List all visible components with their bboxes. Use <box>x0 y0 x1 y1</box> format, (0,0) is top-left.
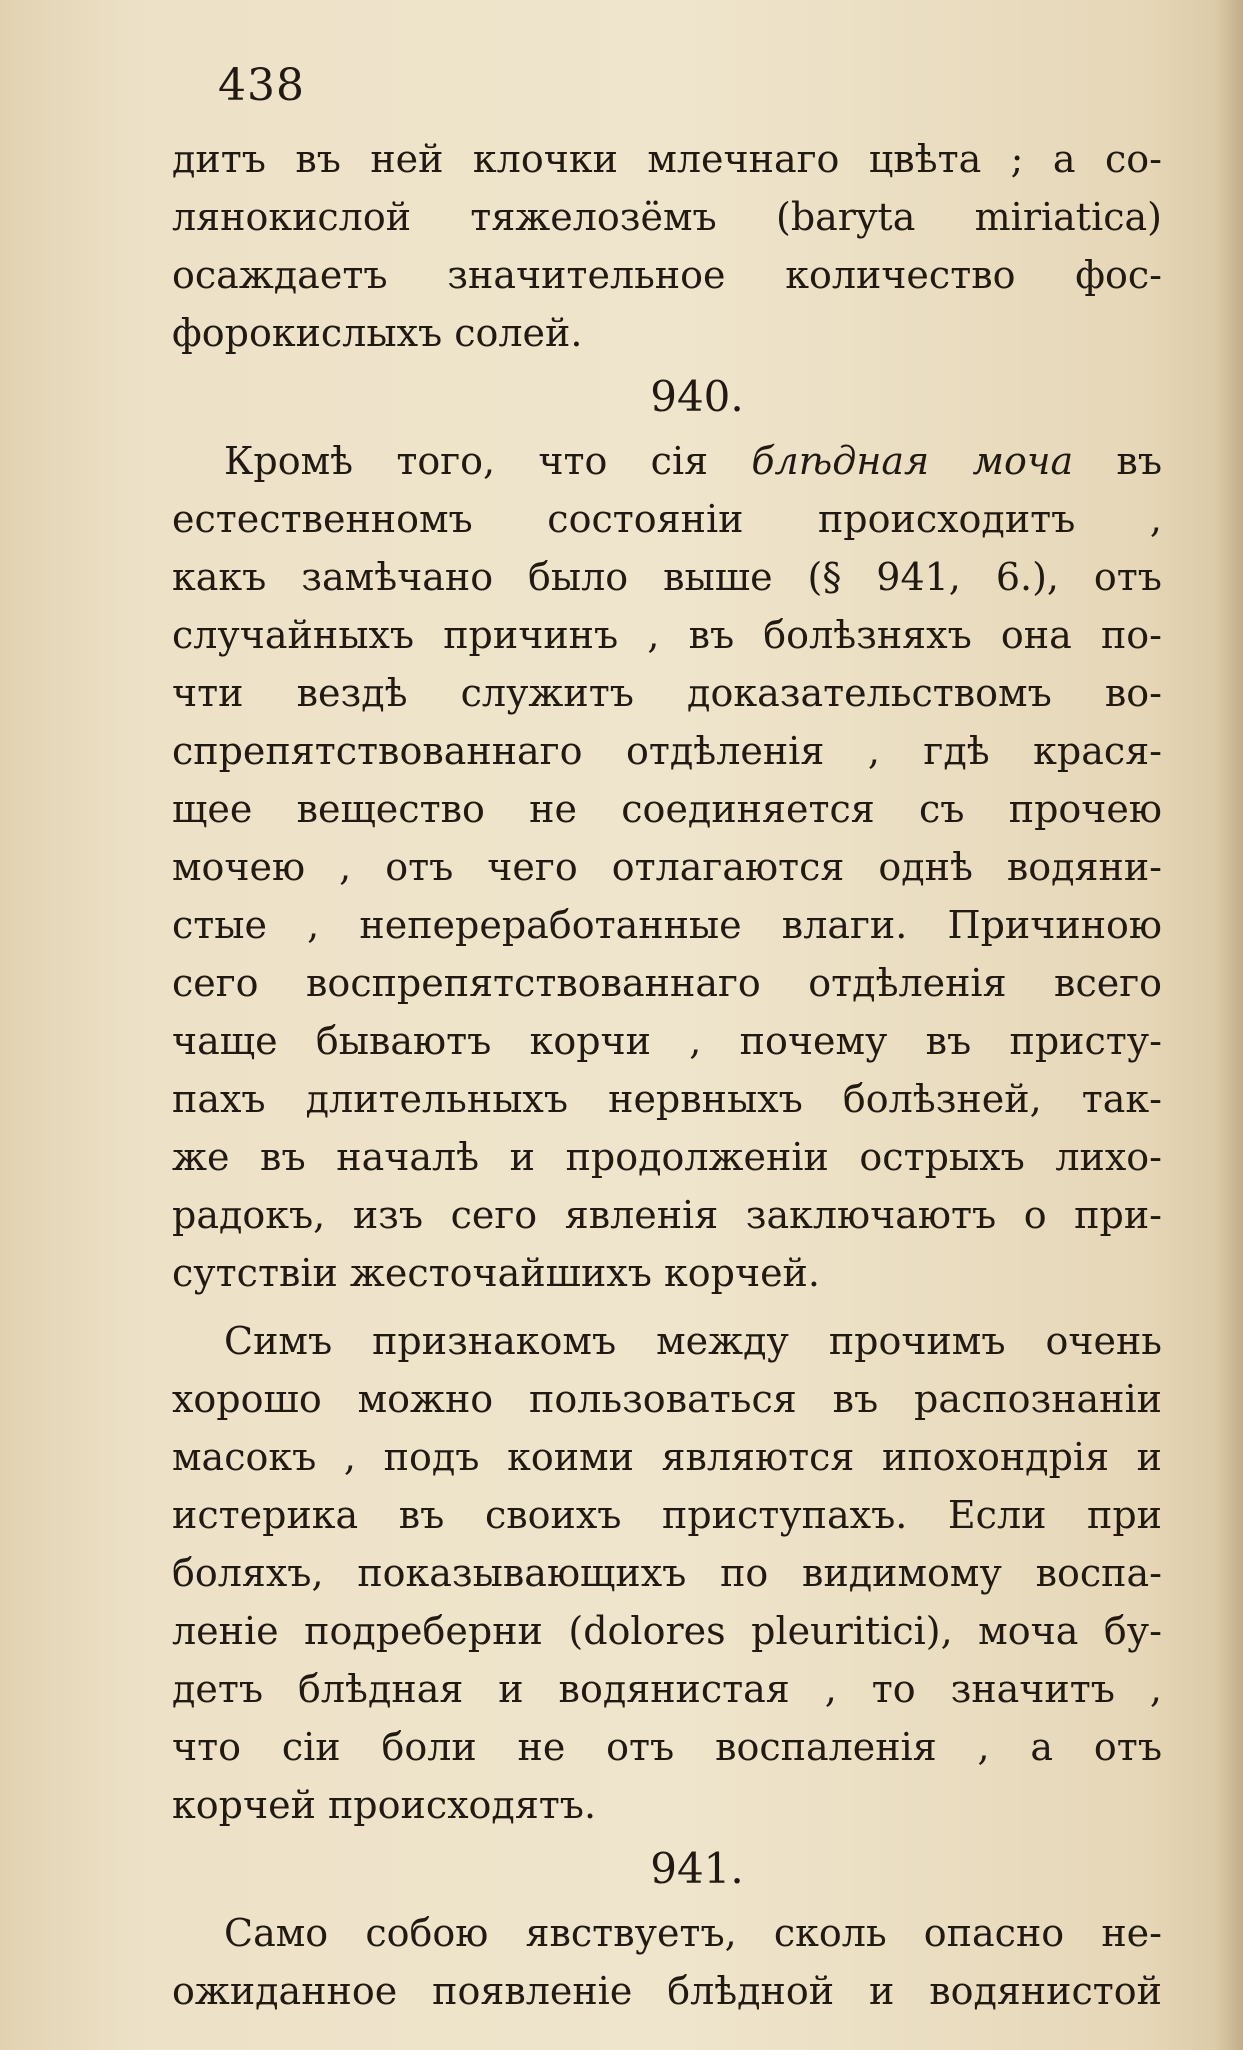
section-number-941: 941. <box>650 1844 744 1893</box>
text-line: чти вездѣ служитъ доказательствомъ во- <box>172 671 1162 715</box>
text-line: Симъ признакомъ между прочимъ очень <box>224 1319 1162 1363</box>
text-line: хорошо можно пользоваться въ распознаніи <box>172 1377 1162 1421</box>
text-line: ожиданное появленіе блѣдной и водянистой <box>172 1969 1162 2013</box>
text-line: же въ началѣ и продолженіи острыхъ лихо- <box>172 1135 1162 1179</box>
text-line: боляхъ, показывающихъ по видимому воспа- <box>172 1551 1162 1595</box>
text-line <box>172 432 1162 490</box>
page-spine-shadow <box>1215 0 1243 2050</box>
paragraph-2 <box>172 432 1162 1302</box>
text-line: случайныхъ причинъ , въ болѣзняхъ она по- <box>172 613 1162 657</box>
text-line: Само собою явствуетъ, сколь опасно не- <box>224 1911 1162 1955</box>
italic-term: блѣдная моча <box>751 439 1074 483</box>
text-line: щее вещество не соединяется съ прочею <box>172 787 1162 831</box>
section-number-940: 940. <box>650 372 744 421</box>
text-line: лянокислой тяжелозёмъ (baryta miriatica) <box>172 195 1162 239</box>
text-line: сего воспрепятствованнаго отдѣленія всего <box>172 961 1162 1005</box>
text-line: какъ замѣчано было выше (§ 941, 6.), отъ <box>172 555 1162 599</box>
text-line: мочею , отъ чего отлагаются однѣ водяни- <box>172 845 1162 889</box>
paragraph-4 <box>172 1904 1162 2020</box>
text-line: радокъ, изъ сего явленія заключаютъ о при- <box>172 1193 1162 1237</box>
text-line: что сіи боли не отъ воспаленія , а отъ <box>172 1725 1162 1769</box>
text-line: форокислыхъ солей. <box>172 311 583 355</box>
text-line: леніе подреберни (dolores pleuritici), моча бу- <box>172 1609 1162 1653</box>
text-line: чаще бываютъ корчи , почему въ присту- <box>172 1019 1162 1063</box>
text-line: пахъ длительныхъ нервныхъ болѣзней, так- <box>172 1077 1162 1121</box>
text-line: спрепятствованнаго отдѣленія , гдѣ крася- <box>172 729 1162 773</box>
text-span: Кромѣ того, что сія <box>224 439 752 483</box>
text-line: масокъ , подъ коими являются ипохондрія и <box>172 1435 1162 1479</box>
text-line: детъ блѣдная и водянистая , то значитъ , <box>172 1667 1162 1711</box>
page-text <box>172 130 1162 2020</box>
text-line: осаждаетъ значительное количество фос- <box>172 253 1162 297</box>
text-line: естественномъ состояніи происходитъ , <box>172 497 1162 541</box>
text-line: дитъ въ ней клочки млечнаго цвѣта ; а со- <box>172 137 1162 181</box>
paragraph-1 <box>172 130 1162 362</box>
page-number: 438 <box>218 60 305 111</box>
text-line: сутствіи жесточайшихъ корчей. <box>172 1251 820 1295</box>
paragraph-3 <box>172 1312 1162 1834</box>
text-line: стые , непереработанные влаги. Причиною <box>172 903 1162 947</box>
text-line: истерика въ своихъ приступахъ. Если при <box>172 1493 1162 1537</box>
text-line: корчей происходятъ. <box>172 1783 597 1827</box>
text-span: въ <box>1073 439 1162 483</box>
